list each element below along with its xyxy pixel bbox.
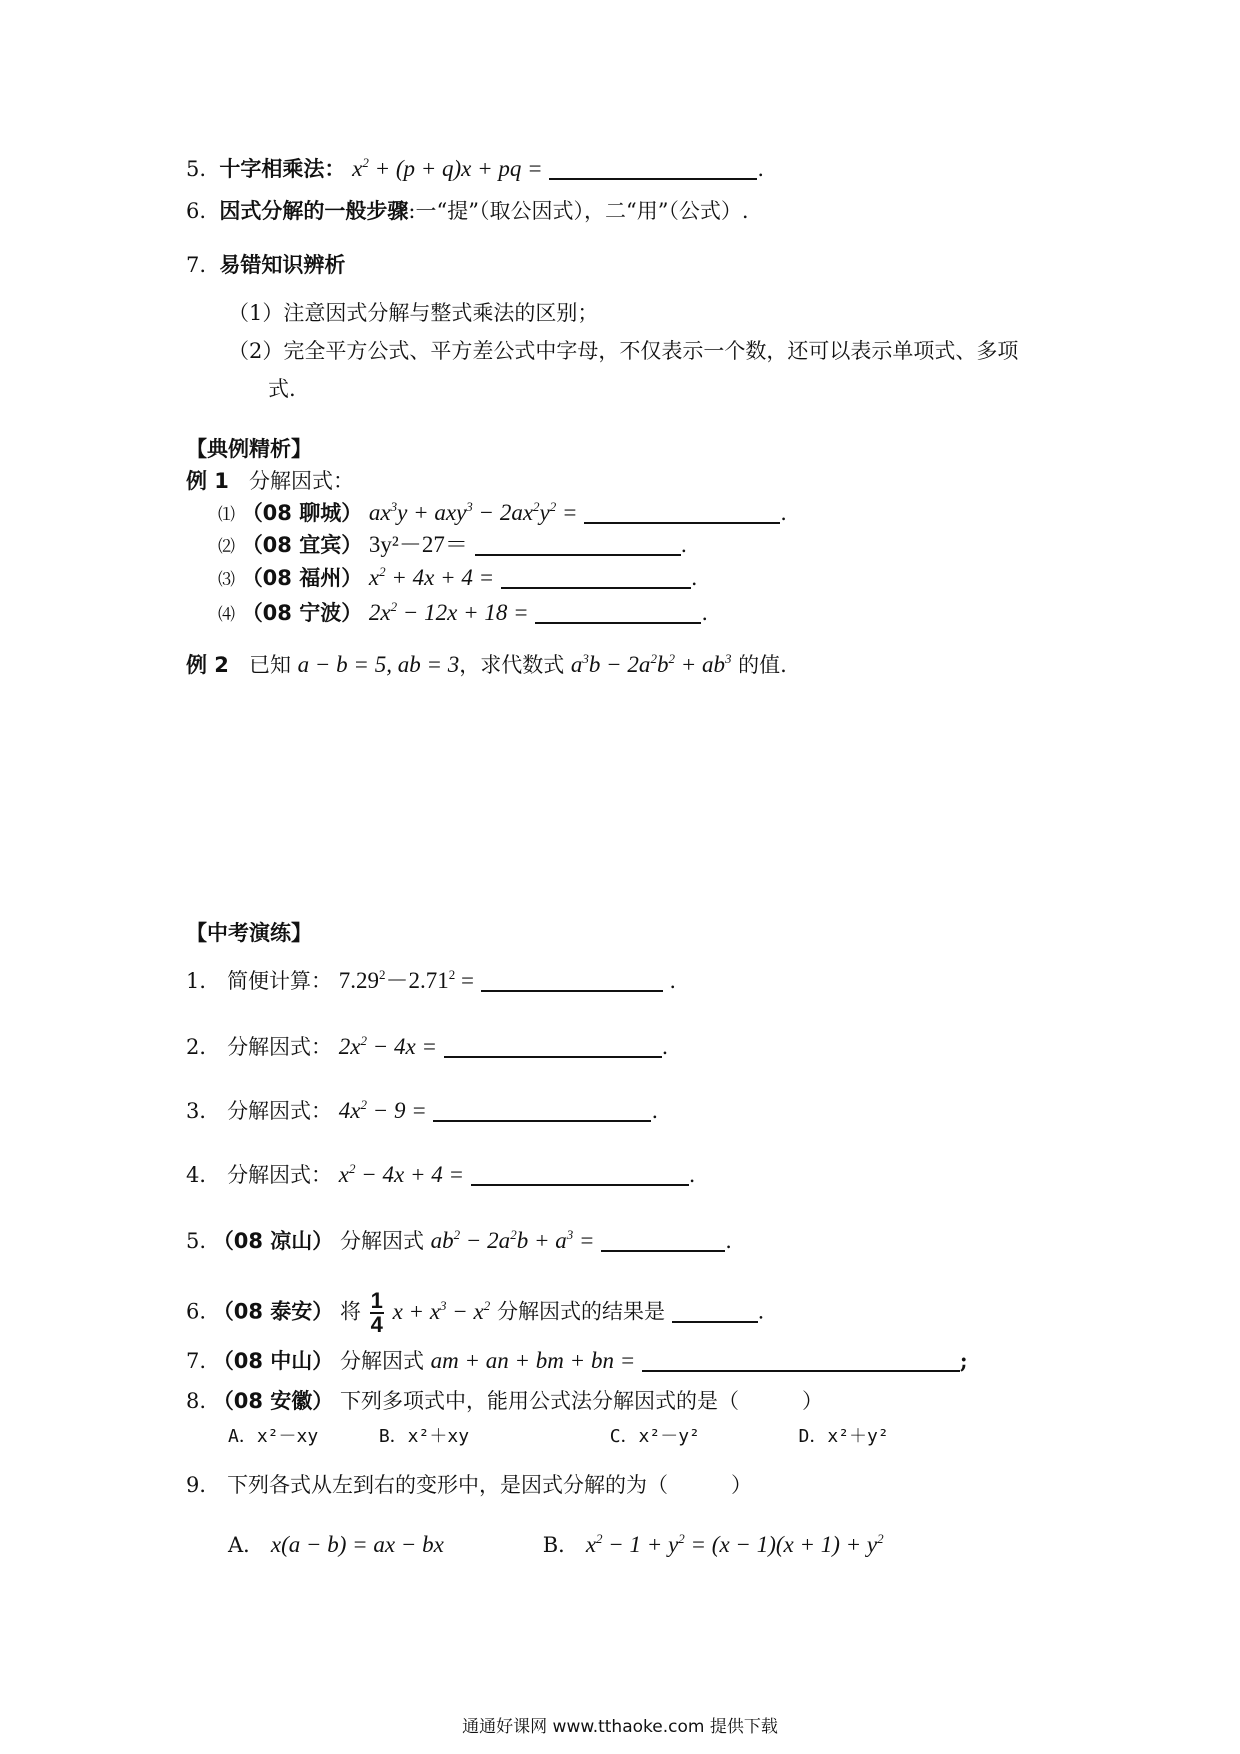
practice-question-6: 6. （08 泰安） 将 $\frac{1}{4}$ $x + x^3 - x^2$ 分解因式的结果是 . [186, 1288, 765, 1337]
question-number: 1． [186, 969, 221, 993]
option-c[interactable]: C．x²－y² [609, 1426, 700, 1447]
answer-blank[interactable] [501, 565, 691, 589]
question-text: 分解因式： [227, 1163, 333, 1187]
formula: $4x^2 - 9$ = [338, 1097, 427, 1123]
item-number: 5. [186, 157, 207, 181]
formula: $x + x^3 - x^2$ [392, 1297, 491, 1324]
item-number: 7. [186, 253, 207, 277]
item-number: ⑷ [218, 605, 235, 625]
option-label: A． [228, 1533, 265, 1557]
formula: 3y²－27＝ [368, 532, 468, 557]
answer-blank[interactable] [444, 1034, 662, 1058]
question-text: 简便计算： [227, 969, 333, 993]
example-label: 例 2 [186, 653, 229, 677]
item-number: 6. [186, 199, 207, 223]
section-heading-practice: 【中考演练】 [186, 921, 312, 945]
answer-blank[interactable] [433, 1098, 651, 1122]
question-text: 分解因式： [227, 1035, 333, 1059]
source-tag: （08 宁波） [241, 601, 363, 625]
example-2 [186, 650, 787, 680]
answer-blank[interactable] [481, 968, 663, 992]
example-1-item-1: ⑴ （08 聊城） $ax^3y + axy^3 - 2ax^2y^2$ = . [218, 499, 787, 525]
practice-question-4: 4． 分解因式： $x^2 - 4x + 4$ = . [186, 1161, 696, 1187]
formula: $x^2 + (p + q)x$ + pq = [352, 155, 543, 181]
practice-question-3: 3． 分解因式： $4x^2 - 9$ = . [186, 1097, 659, 1123]
option-label: B． [542, 1533, 580, 1557]
item-7-sub-2-continued: 式. [268, 377, 296, 401]
item-text: :一“提”（取公因式），二“用”（公式）. [408, 199, 749, 223]
practice-question-5: 5. （08 凉山） 分解因式 $ab^2 - 2a^2b + a^3$ = . [186, 1227, 732, 1253]
example-1-item-2: ⑵ （08 宜宾） 3y²－27＝ . [218, 532, 688, 557]
example-text-pre: 已知 [248, 653, 291, 677]
page-footer: 通通好课网 www.tthaoke.com 提供下载 [462, 1717, 778, 1737]
source-tag: （08 福州） [241, 566, 363, 590]
practice-question-8 [186, 1386, 823, 1416]
item-6 [186, 196, 749, 226]
example-text: 分解因式： [248, 469, 354, 493]
source-tag: （08 安徽） [212, 1389, 334, 1413]
option-b[interactable] [543, 1530, 884, 1560]
formula: $2x^2 - 12x + 18$ = [368, 599, 529, 625]
example-text-post: 的值. [738, 653, 787, 677]
practice-question-7: 7. （08 中山） 分解因式 am + an + bm + bn = ; [186, 1348, 968, 1373]
question-text: 分解因式 [339, 1229, 424, 1253]
option-b[interactable]: B．x²＋xy [378, 1426, 470, 1447]
source-tag: （08 聊城） [241, 501, 363, 525]
section-heading-examples: 【典例精析】 [186, 437, 312, 461]
item-number: ⑶ [218, 570, 235, 590]
answer-blank[interactable] [475, 532, 681, 556]
answer-blank[interactable] [601, 1228, 725, 1252]
source-tag: （08 凉山） [212, 1229, 334, 1253]
example-1 [186, 466, 354, 496]
question-9-options [228, 1530, 884, 1560]
item-7-sub-1: （1）注意因式分解与整式乘法的区别； [228, 301, 599, 325]
answer-blank[interactable] [584, 500, 780, 524]
source-tag: （08 宜宾） [241, 533, 363, 557]
formula-condition: a − b = 5, ab = 3 [297, 652, 460, 677]
source-tag: （08 中山） [212, 1349, 334, 1373]
question-number: 8. [186, 1389, 207, 1413]
question-number: 7. [186, 1349, 207, 1373]
formula-expression: $a^3b - 2a^2b^2 + ab^3$ [570, 651, 732, 677]
question-number: 4． [186, 1163, 221, 1187]
question-text-post: 分解因式的结果是 [496, 1299, 665, 1324]
formula: $x^2 - 4x + 4$ = [338, 1161, 464, 1187]
item-title: 因式分解的一般步骤 [219, 199, 409, 223]
formula: $x^2 + 4x + 4$ = [368, 564, 495, 590]
practice-question-2: 2． 分解因式： $2x^2 - 4x$ = . [186, 1033, 669, 1059]
example-label: 例 1 [186, 469, 229, 493]
practice-question-9 [186, 1470, 752, 1500]
question-text-pre: 将 [339, 1299, 361, 1324]
answer-blank[interactable] [672, 1299, 758, 1323]
source-tag: （08 泰安） [212, 1299, 334, 1324]
option-formula: x(a − b) = ax − bx [270, 1532, 444, 1557]
fraction-one-quarter: $\frac{1}{4}$ [370, 1288, 383, 1337]
item-number: ⑴ [218, 505, 235, 525]
formula: $ab^2 - 2a^2b + a^3$ = [430, 1227, 595, 1253]
item-title: 易错知识辨析 [219, 253, 346, 277]
formula: $2x^2 - 4x$ = [338, 1033, 437, 1059]
answer-blank[interactable] [535, 600, 701, 624]
question-text: 下列各式从左到右的变形中，是因式分解的为（ ） [227, 1473, 753, 1497]
item-7 [186, 250, 345, 280]
example-1-item-3: ⑶ （08 福州） $x^2 + 4x + 4$ = . [218, 564, 698, 590]
question-text: 分解因式 [339, 1349, 424, 1373]
formula: $ax^3y + axy^3 - 2ax^2y^2$ = [368, 499, 578, 525]
question-number: 3． [186, 1099, 221, 1123]
question-text: 下列多项式中，能用公式法分解因式的是（ ） [339, 1389, 823, 1413]
example-text-mid: ，求代数式 [459, 653, 565, 677]
option-formula: $x^2 - 1 + y^2 = (x - 1)(x + 1) + y^2$ [585, 1531, 884, 1557]
question-8-options [228, 1422, 889, 1452]
item-number: ⑵ [218, 537, 235, 557]
item-title: 十字相乘法： [219, 157, 346, 181]
option-d[interactable]: D．x²＋y² [798, 1426, 889, 1447]
example-1-item-4: ⑷ （08 宁波） $2x^2 - 12x + 18$ = . [218, 599, 709, 625]
practice-question-1: 1． 简便计算： $7.29^2-2.71^2$ = . [186, 967, 677, 993]
item-7-sub-2: （2）完全平方公式、平方差公式中字母，不仅表示一个数，还可以表示单项式、多项 [228, 339, 1019, 363]
question-number: 6. [186, 1299, 207, 1324]
question-text: 分解因式： [227, 1099, 333, 1123]
question-number: 5. [186, 1229, 207, 1253]
formula: $7.29^2-2.71^2$ = [338, 967, 474, 993]
question-number: 9． [186, 1473, 221, 1497]
answer-blank[interactable] [471, 1162, 689, 1186]
question-number: 2． [186, 1035, 221, 1059]
answer-blank[interactable] [549, 156, 757, 180]
option-a[interactable]: A．x²－xy [228, 1426, 319, 1447]
item-5: 5. 十字相乘法： $x^2 + (p + q)x$ + pq = . [186, 155, 765, 181]
formula: am + an + bm + bn = [430, 1348, 636, 1373]
answer-blank[interactable] [642, 1348, 960, 1372]
option-a[interactable] [228, 1530, 536, 1560]
